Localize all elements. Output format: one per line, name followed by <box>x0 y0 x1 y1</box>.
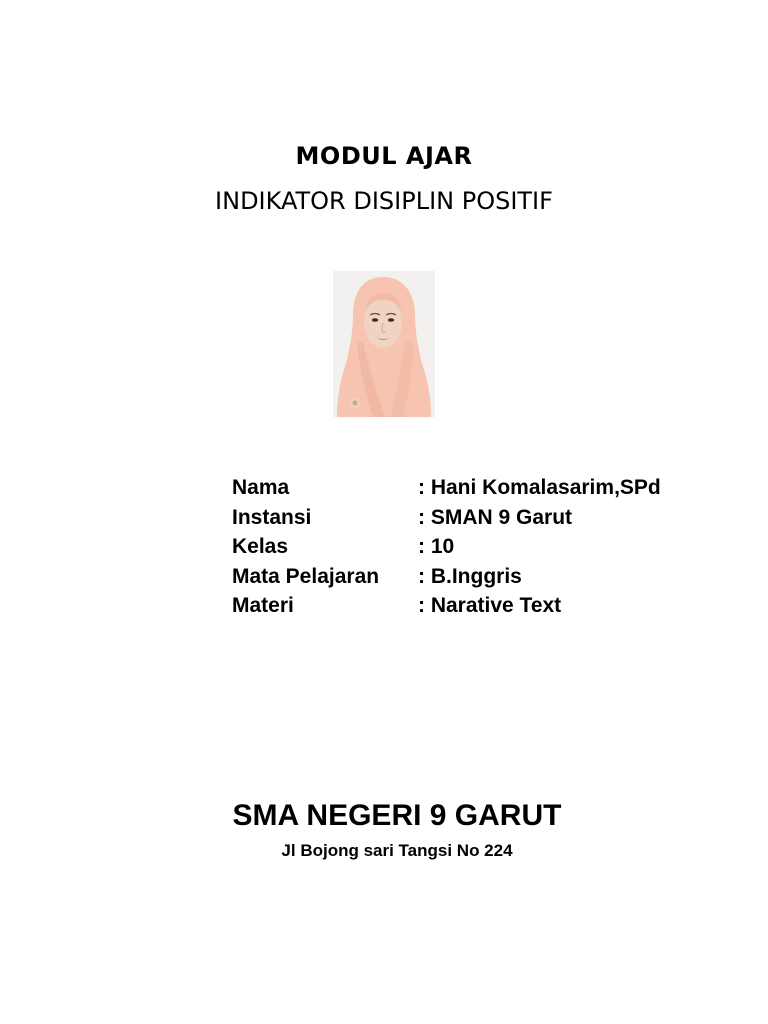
info-row-mata-pelajaran <box>232 562 661 592</box>
info-label: Instansi <box>232 505 312 529</box>
info-value: : SMAN 9 Garut <box>418 505 573 529</box>
school-name: SMA NEGERI 9 GARUT <box>232 799 562 832</box>
author-photo <box>333 271 435 417</box>
info-row-kelas <box>232 532 661 562</box>
info-value: : Narative Text <box>418 594 562 618</box>
info-value: : 10 <box>418 535 455 559</box>
info-value: : B.Inggris <box>418 564 522 588</box>
info-row-materi <box>232 591 661 621</box>
author-info <box>232 473 661 621</box>
document-subtitle: INDIKATOR DISIPLIN POSITIF <box>215 187 553 215</box>
info-label: Materi <box>232 594 294 618</box>
author-portrait-illustration <box>333 271 435 417</box>
info-row-nama <box>232 473 661 503</box>
info-row-instansi <box>232 503 661 533</box>
info-label: Nama <box>232 476 290 499</box>
school-address: Jl Bojong sari Tangsi No 224 <box>281 841 513 860</box>
info-label: Mata Pelajaran <box>232 564 380 588</box>
info-value: : Hani Komalasarim,SPd <box>418 476 661 499</box>
info-label: Kelas <box>232 535 289 559</box>
document-title: MODUL AJAR <box>295 142 473 170</box>
